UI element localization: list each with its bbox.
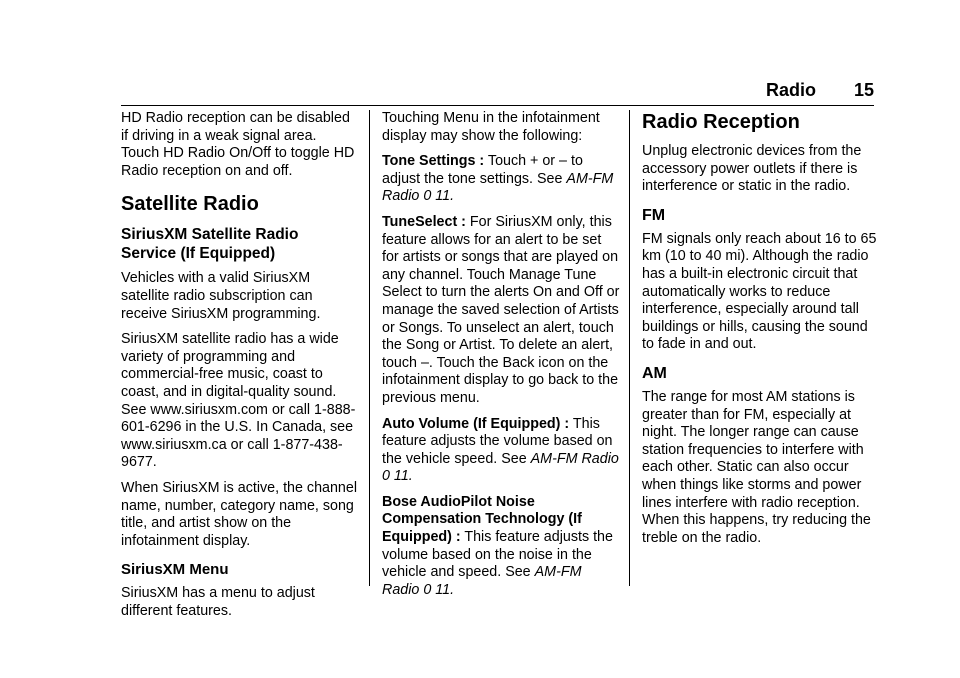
- tuneselect-entry: [382, 214, 620, 408]
- section-title: Radio: [765, 80, 816, 100]
- bose-term: Bose AudioPilot Noise Compensation Technology (If Equipped) :: [382, 493, 582, 546]
- am-heading: AM: [642, 364, 667, 382]
- bose-text: This feature adjusts the volume based on the noise in the vehicle and speed. See: [382, 529, 613, 581]
- auto-volume-page: 0 11.: [382, 468, 413, 485]
- tuneselect-text: For SiriusXM only, this feature allows for an alert to be set for artists or songs that are played on any channel. Touch Manage Tune Select to turn the alerts On and Off or manage the saved selection of Artists or Songs. To unselect an alert, touch the Song or Artist. To delete an alert, touch –. Touch the Back icon on the infotainment display to go back to the previous menu.: [382, 213, 620, 406]
- tone-settings-page: 0 11.: [423, 188, 455, 205]
- column-3: [642, 110, 878, 555]
- auto-volume-ref: AM-FM Radio: [530, 450, 619, 467]
- column-1: [121, 110, 357, 628]
- tuneselect-term: TuneSelect :: [382, 213, 466, 230]
- display-paragraph: When SiriusXM is active, the channel name, number, category name, song title, and artist show on the infotainment display.: [121, 479, 358, 549]
- reception-paragraph: Unplug electronic devices from the accessory power outlets if there is interference or static in the radio.: [642, 143, 862, 195]
- siriusxm-menu-heading: SiriusXM Menu: [121, 561, 229, 579]
- satellite-radio-heading: Satellite Radio: [121, 193, 259, 216]
- header-rule: [121, 105, 874, 106]
- bose-page: 0 11.: [423, 581, 455, 598]
- bose-ref: AM-FM Radio: [382, 564, 582, 598]
- column-divider: [629, 110, 630, 586]
- column-2: [382, 110, 620, 607]
- page-number: 15: [853, 80, 874, 100]
- tone-settings-ref: AM-FM Radio: [382, 170, 614, 205]
- programming-paragraph: SiriusXM satellite radio has a wide variety of programming and commercial-free music, coast to coast, and in digital-quality sound. See www.siriusxm.com or call 1-888-601-6296 in the U.S. In Canada, see www.siriusxm.ca or call 1-877-438-9677.: [121, 331, 356, 471]
- subscription-paragraph: Vehicles with a valid SiriusXM satellite radio subscription can receive SiriusXM programming.: [121, 270, 321, 322]
- tone-settings-text: Touch + or – to adjust the tone settings. See: [382, 153, 583, 187]
- am-paragraph: The range for most AM stations is greater than for FM, especially at night. The longer range can cause station frequencies to interfere with each other. Static can also occur when things like storms and power lines interfere with radio reception. When this happens, try reducing the treble on the radio.: [642, 388, 871, 546]
- siriusxm-service-heading: SiriusXM Satellite Radio Service (If Equipped): [121, 226, 299, 263]
- auto-volume-text: This feature adjusts the volume based on the vehicle speed. See: [382, 415, 613, 467]
- page-header: [766, 80, 874, 101]
- fm-heading: FM: [642, 206, 666, 224]
- radio-reception-heading: Radio Reception: [642, 111, 800, 133]
- menu-intro-paragraph: Touching Menu in the infotainment display may show the following:: [382, 110, 600, 144]
- fm-paragraph: FM signals only reach about 16 to 65 km (10 to 40 mi). Although the radio has a built-in electronic circuit that automatically works to reduce interference, especially around tall buildings or hills, causing the sound to fade in and out.: [642, 230, 877, 353]
- auto-volume-entry: [382, 416, 620, 486]
- tone-settings-entry: [382, 153, 620, 206]
- tone-settings-term: Tone Settings :: [382, 153, 485, 170]
- column-divider: [369, 110, 370, 586]
- auto-volume-term: Auto Volume (If Equipped) :: [382, 415, 570, 432]
- menu-paragraph: SiriusXM has a menu to adjust different features.: [121, 585, 315, 619]
- bose-entry: [382, 494, 620, 600]
- hd-radio-paragraph: HD Radio reception can be disabled if driving in a weak signal area. Touch HD Radio On/Off to toggle HD Radio reception on and off.: [121, 110, 355, 179]
